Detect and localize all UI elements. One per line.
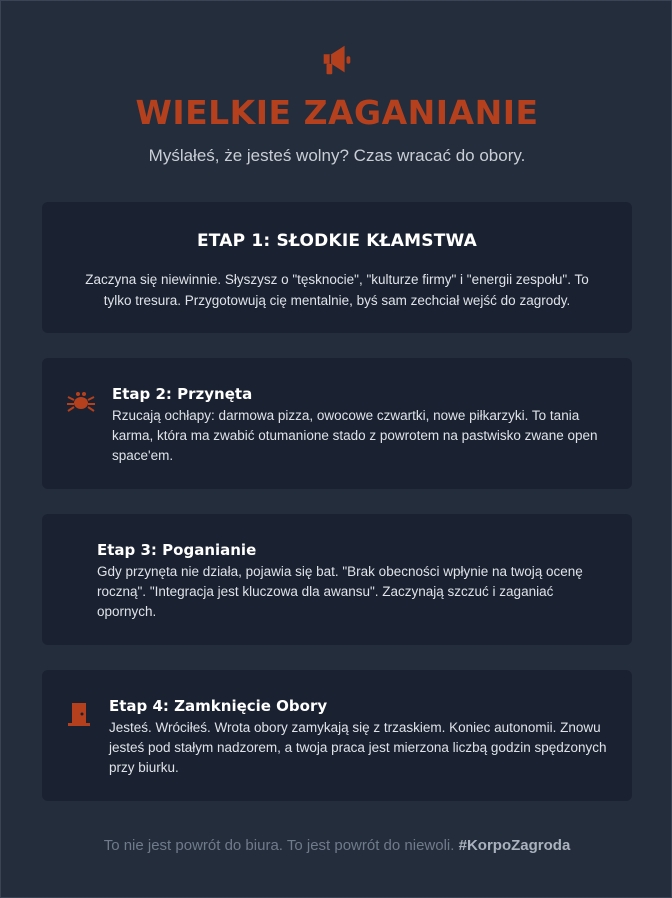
stage-card-4 xyxy=(42,670,632,801)
bug-icon xyxy=(66,390,96,414)
stage-3-text: Gdy przynęta nie działa, pojawia się bat. "Brak obecności wpłynie na twoją ocenę roczną". "Integracja jest kluczowa dla awansu". Zaczynają szczuć i zaganiać opornych. xyxy=(97,564,583,619)
stage-4-text: Jesteś. Wróciłeś. Wrota obory zamykają się z trzaskiem. Koniec autonomii. Znowu jesteś pod stałym nadzorem, a twoja praca jest mierzona liczbą godzin spędzonych przy biurku. xyxy=(109,720,607,775)
stage-2-text: Rzucają ochłapy: darmowa pizza, owocowe czwartki, nowe piłkarzyki. To tania karma, która ma zwabić otumanione stado z powrotem na pastwisko zwane open space'em. xyxy=(112,408,598,463)
stage-3-title: Etap 3: Poganianie xyxy=(97,541,257,559)
stage-1-text: Zaczyna się niewinnie. Słyszysz o "tęsknocie", "kulturze firmy" i "energii zespołu". To tylko tresura. Przygotowują cię mentalnie, byś sam zechciał wejść do zagrody. xyxy=(85,272,589,308)
page-title: WIELKIE ZAGANIANIE xyxy=(135,93,539,132)
stage-2-title: Etap 2: Przynęta xyxy=(112,385,253,403)
header xyxy=(1,41,672,84)
stage-card-2 xyxy=(42,358,632,489)
stage-1-title: ETAP 1: SŁODKIE KŁAMSTWA xyxy=(196,231,478,251)
footer-hashtag[interactable]: #KorpoZagroda xyxy=(458,837,571,854)
door-icon xyxy=(68,702,90,726)
footer-text: To nie jest powrót do biura. To jest powrót do niewoli. xyxy=(103,837,455,854)
stage-4-title: Etap 4: Zamknięcie Obory xyxy=(109,697,328,715)
stage-card-1 xyxy=(42,202,632,333)
megaphone-icon xyxy=(318,41,356,79)
stage-card-3 xyxy=(42,514,632,645)
page-subtitle: Myślałeś, że jesteś wolny? Czas wracać do obory. xyxy=(148,146,526,165)
footer xyxy=(1,837,672,854)
